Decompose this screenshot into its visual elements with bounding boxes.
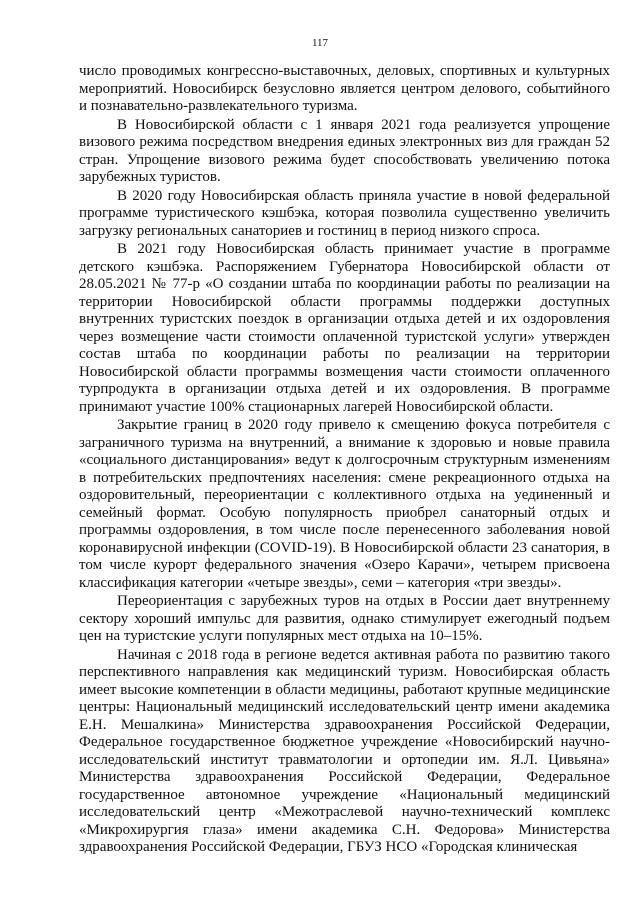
paragraph-4: В 2021 году Новосибирская область принимает участие в программе детского кэшбэка. Распоряжением Губернатора Новосибирской области от 28.05.2021 № 77-р «О создании штаба по координации работы по реализации на территории Новосибирской области программы поддержки доступных внутренних туристских поездок в организации отдыха детей и их оздоровления через возмещение части стоимости оплаченной туристской услуги» утвержден состав штаба по координации работы по реализации на территории Новосибирской области программы возмещения части стоимости оплаченного турпродукта в организации отдыха детей и их оздоровления. В программе принимают участие 100% стационарных лагерей Новосибирской области. — [79, 241, 610, 415]
paragraph-2: В Новосибирской области с 1 января 2021 года реализуется упрощение визового режима посредством внедрения единых электронных виз для граждан 52 стран. Упрощение визового режима будет способствовать увеличению потока зарубежных туристов. — [79, 116, 610, 185]
paragraph-3: В 2020 году Новосибирская область приняла участие в новой федеральной программе туристического кэшбэка, которая позволила существенно увеличить загрузку региональных санаториев и гостиниц в период низкого спроса. — [79, 187, 610, 239]
paragraph-6: Переориентация с зарубежных туров на отдых в России дает внутреннему сектору хороший импульс для развития, однако стимулирует ежегодный подъем цен на туристские услуги популярных мест отдыха на 10–15%. — [79, 593, 610, 644]
paragraph-7: Начиная с 2018 года в регионе ведется активная работа по развитию такого перспективного направления как медицинский туризм. Новосибирская область имеет высокие компетенции в области медицины, работают крупные медицинские центры: Национальный медицинский исследовательский центр имени академика Е.Н. Мешалкина» Министерства здравоохранения Российской Федерации, Федеральное государственное бюджетное учреждение «Новосибирский научно-исследовательский институт травматологии и ортопедии им. Я.Л. Цивьяна» Министерства здравоохранения Российской Федерации, Федеральное государственное автономное учреждение «Национальный медицинский исследовательский центр «Межотраслевой научно-технический комплекс «Микрохирургия глаза» имени академика С.Н. Федорова» Министерства здравоохранения Российской Федерации, ГБУЗ НСО «Городская клиническая — [79, 646, 610, 855]
paragraph-1: число проводимых конгрессно-выставочных, деловых, спортивных и культурных мероприятий. Новосибирск безусловно является центром делового, событийного и познавательно-развлекательного туризма. — [79, 63, 610, 114]
body-text — [79, 63, 610, 857]
paragraph-5: Закрытие границ в 2020 году привело к смещению фокуса потребителя с заграничного туризма на внутренний, а внимание к здоровью и новые правила «социального дистанцирования» ведут к долгосрочным структурным изменениям в потребительских предпочтениях населения: смене рекреационного отдыха на оздоровительный, переориентации с коллективного отдыха на уединенный и семейный формат. Особую популярность приобрел санаторный отдых и программы оздоровления, в том числе после перенесенного заболевания новой коронавирусной инфекции (COVID-19). В Новосибирской области 23 санатория, в том числе курорт федерального значения «Озеро Карачи», четырем присвоена классификация категории «четыре звезды», семи – категория «три звезды». — [79, 417, 610, 591]
page-number: 117 — [311, 37, 329, 49]
